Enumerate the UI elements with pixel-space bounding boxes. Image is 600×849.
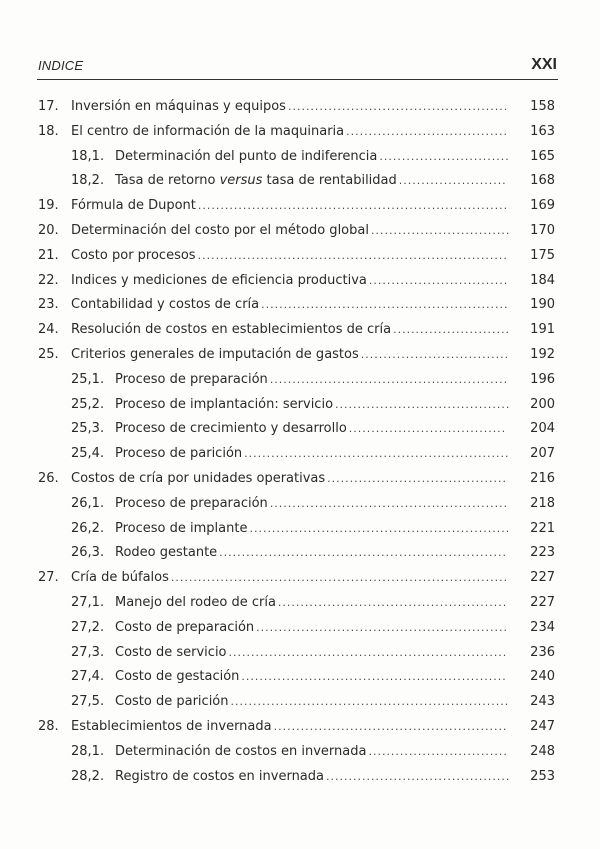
entry-page: 169: [530, 198, 555, 214]
entry-page: 227: [530, 594, 555, 610]
entry-title: Resolución de costos en establecimientos de cría: [71, 322, 392, 338]
entry-number: 26.: [38, 470, 59, 486]
entry-number: 21.: [38, 247, 59, 263]
entry-title: Inversión en máquinas y equipos: [71, 99, 286, 114]
dot-leader: ..............................................................: [230, 695, 510, 709]
dot-leader: .....................................................................: [197, 199, 509, 213]
dot-leader: .......................................................: [261, 298, 509, 312]
toc-entry: [38, 320, 555, 345]
entry-title: Criterios generales de imputación de gastos: [71, 346, 359, 362]
toc-entry: [38, 519, 555, 544]
entry-title: Determinación de costos en invernada: [115, 743, 367, 759]
entry-title: Costo de gestación: [115, 669, 240, 685]
dot-leader: .....................................................: [269, 496, 509, 510]
running-header-page-number: XXI: [531, 56, 557, 73]
entry-title: Cría de búfalos: [71, 570, 169, 586]
entry-number: 18.: [38, 123, 59, 139]
toc-entry: [38, 618, 555, 643]
dot-leader: ........................................: [327, 471, 508, 485]
entry-number: 27,5.: [71, 694, 105, 710]
entry-page: 253: [530, 768, 555, 784]
entry-title: Rodeo gestante: [115, 545, 218, 561]
entry-number: 18,1.: [71, 148, 105, 164]
dot-leader: ...........................................................: [241, 670, 507, 684]
entry-number: 25,3.: [71, 421, 105, 437]
entry-title: Contabilidad y costos de cría: [71, 297, 260, 313]
dot-leader: ...............................: [370, 223, 511, 237]
toc-entry: [38, 667, 555, 692]
toc-entry: [38, 147, 555, 172]
entry-page: 190: [530, 297, 555, 313]
entry-title: Costo de parición: [115, 694, 229, 710]
entry-title: Tasa de retorno versus tasa de rentabilidad: [115, 173, 397, 189]
entry-number: 27,2.: [71, 619, 105, 635]
toc-entry: [38, 692, 555, 717]
dot-leader: ...............................: [368, 273, 509, 287]
entry-number: 25.: [38, 346, 59, 362]
entry-page: 168: [530, 173, 555, 189]
entry-page: 175: [530, 247, 555, 263]
toc-entry: [38, 767, 555, 792]
entry-number: 25,1.: [71, 371, 105, 387]
entry-number: 25,2.: [71, 396, 105, 412]
toc-entry: [38, 494, 555, 519]
entry-number: 27.: [38, 570, 59, 586]
entry-page: 163: [530, 123, 555, 139]
entry-page: 223: [530, 545, 555, 561]
entry-title: Proceso de crecimiento y desarrollo: [115, 421, 347, 437]
entry-page: 240: [530, 669, 555, 685]
entry-number: 27,3.: [71, 644, 105, 660]
dot-leader: ....................................: [346, 124, 509, 138]
table-of-contents: [38, 97, 555, 791]
entry-title: Proceso de implantación: servicio: [115, 396, 334, 412]
entry-page: 207: [530, 446, 555, 462]
toc-entry: [38, 593, 555, 618]
dot-leader: ...............................: [368, 744, 508, 758]
entry-title: Fórmula de Dupont: [71, 198, 196, 214]
entry-number: 17.: [38, 99, 59, 114]
entry-number: 26,1.: [71, 495, 105, 511]
dot-leader: ....................................................: [273, 719, 508, 733]
entry-title: Proceso de preparación: [115, 495, 268, 511]
entry-number: 19.: [38, 198, 59, 214]
entry-page: 227: [530, 570, 555, 586]
dot-leader: ..........................................................: [249, 521, 511, 535]
dot-leader: .....................................................: [269, 372, 509, 386]
toc-entry: [38, 271, 555, 296]
dot-leader: ........................: [398, 174, 507, 188]
entry-page: 236: [530, 644, 555, 660]
entry-title: Costo por procesos: [71, 247, 196, 263]
entry-title: Proceso de implante: [115, 520, 248, 536]
dot-leader: .....................................................................: [197, 248, 508, 262]
entry-page: 158: [530, 99, 555, 114]
toc-entry: [38, 717, 555, 742]
entry-page: 234: [530, 619, 555, 635]
entry-number: 28,1.: [71, 743, 105, 759]
dot-leader: ..............................................................: [228, 645, 508, 659]
entry-title: Indices y mediciones de eficiencia productiva: [71, 272, 367, 288]
entry-title: Costo de servicio: [115, 644, 227, 660]
dot-leader: ...........................................................................: [170, 571, 509, 585]
toc-entry: [38, 419, 555, 444]
dot-leader: .........................................: [326, 769, 511, 783]
dot-leader: .......................................: [335, 397, 511, 411]
entry-number: 27,1.: [71, 594, 105, 610]
dot-leader: ........................................................: [256, 620, 508, 634]
entry-number: 23.: [38, 297, 59, 313]
entry-number: 18,2.: [71, 173, 105, 189]
running-header-section: INDICE: [38, 58, 84, 73]
dot-leader: .................................................: [287, 100, 509, 113]
entry-title: Costo de preparación: [115, 619, 255, 635]
entry-page: 204: [530, 421, 555, 437]
entry-page: 216: [530, 470, 555, 486]
entry-number: 22.: [38, 272, 59, 288]
entry-number: 28,2.: [71, 768, 105, 784]
dot-leader: .............................: [379, 149, 510, 163]
entry-title: Manejo del rodeo de cría: [115, 594, 276, 610]
toc-entry: [38, 345, 555, 370]
toc-entry: [38, 221, 555, 246]
toc-entry: [38, 444, 555, 469]
toc-entry: [38, 395, 555, 420]
toc-entry: [38, 295, 555, 320]
toc-entry: [38, 122, 555, 147]
entry-title: Establecimientos de invernada: [71, 718, 272, 734]
toc-entry: [38, 246, 555, 271]
entry-number: 24.: [38, 322, 59, 338]
entry-page: 196: [530, 371, 555, 387]
entry-page: 243: [530, 694, 555, 710]
dot-leader: ...........................................................: [244, 447, 510, 461]
entry-title: Determinación del costo por el método global: [71, 222, 369, 238]
toc-entry: [38, 643, 555, 668]
entry-page: 200: [530, 396, 555, 412]
entry-page: 184: [530, 272, 555, 288]
entry-number: 26,3.: [71, 545, 105, 561]
entry-title: Proceso de preparación: [115, 371, 268, 387]
toc-entry: [38, 171, 555, 196]
toc-entry: [38, 469, 555, 494]
header-rule: [37, 79, 558, 80]
toc-entry: [38, 97, 555, 122]
entry-title: Costos de cría por unidades operativas: [71, 470, 326, 486]
entry-page: 165: [530, 148, 555, 164]
entry-number: 26,2.: [71, 520, 105, 536]
entry-title: Registro de costos en invernada: [115, 768, 324, 784]
dot-leader: ................................................................: [219, 546, 507, 560]
dot-leader: ...................................: [348, 422, 507, 436]
toc-entry: [38, 370, 555, 395]
dot-leader: .................................: [360, 347, 510, 361]
entry-title: Determinación del punto de indiferencia: [115, 148, 378, 164]
entry-page: 221: [530, 520, 555, 536]
entry-number: 25,4.: [71, 446, 105, 462]
toc-entry: [38, 742, 555, 767]
toc-entry: [38, 196, 555, 221]
entry-title: El centro de información de la maquinaria: [71, 123, 345, 139]
entry-page: 191: [530, 322, 555, 338]
entry-number: 20.: [38, 222, 59, 238]
entry-page: 218: [530, 495, 555, 511]
entry-title: Proceso de parición: [115, 446, 243, 462]
toc-entry: [38, 568, 555, 593]
toc-entry: [38, 543, 555, 568]
dot-leader: ..........................: [393, 323, 510, 337]
entry-page: 248: [530, 743, 555, 759]
entry-number: 27,4.: [71, 669, 105, 685]
entry-number: 28.: [38, 718, 59, 734]
dot-leader: ...................................................: [277, 595, 508, 609]
entry-page: 192: [530, 346, 555, 362]
entry-page: 170: [530, 222, 555, 238]
entry-page: 247: [530, 718, 555, 734]
